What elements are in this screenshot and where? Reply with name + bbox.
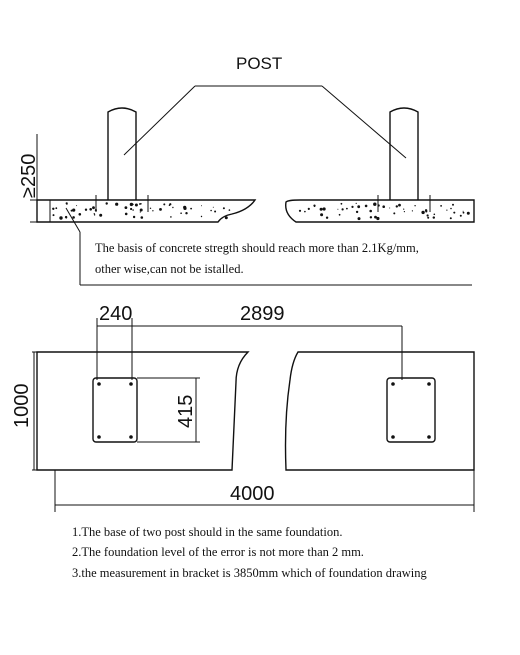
post-label: POST [236, 54, 283, 73]
plan-view [11, 303, 474, 512]
foundation-length-dimension [55, 470, 474, 512]
base-depth-dimension [137, 378, 200, 442]
foundation-width-dimension [11, 352, 37, 470]
foundation-width-label: 1000 [11, 383, 33, 428]
note-item-2: 2.The foundation level of the error is not more than 2 mm. [72, 545, 364, 559]
foundation-length-label: 4000 [230, 483, 275, 505]
post-spacing-label: 2899 [240, 303, 285, 325]
depth-dimension [18, 134, 52, 222]
post-leader-lines [124, 86, 406, 158]
foundation-left [37, 352, 248, 470]
right-post [376, 108, 432, 212]
concrete-note-line1: The basis of concrete stregth should reach more than 2.1Kg/mm, [95, 241, 419, 255]
concrete-texture [52, 202, 470, 220]
post-width-label: 240 [99, 303, 133, 325]
concrete-slab-left [37, 200, 255, 222]
concrete-note-line2: other wise,can not be istalled. [95, 262, 244, 276]
note-item-1: 1.The base of two post should in the same foundation. [72, 525, 343, 539]
base-depth-label: 415 [175, 394, 197, 428]
min-depth-label: ≥250 [18, 153, 40, 198]
foundation-right [286, 352, 475, 470]
left-post [92, 108, 150, 212]
note-item-3: 3.the measurement in bracket is 3850mm which of foundation drawing [72, 566, 427, 580]
section-view [18, 54, 474, 285]
concrete-slab-right [286, 200, 474, 222]
left-base-plate [93, 378, 137, 442]
top-dimensions [97, 303, 402, 380]
notes-list [72, 525, 428, 580]
right-base-plate [387, 378, 435, 442]
